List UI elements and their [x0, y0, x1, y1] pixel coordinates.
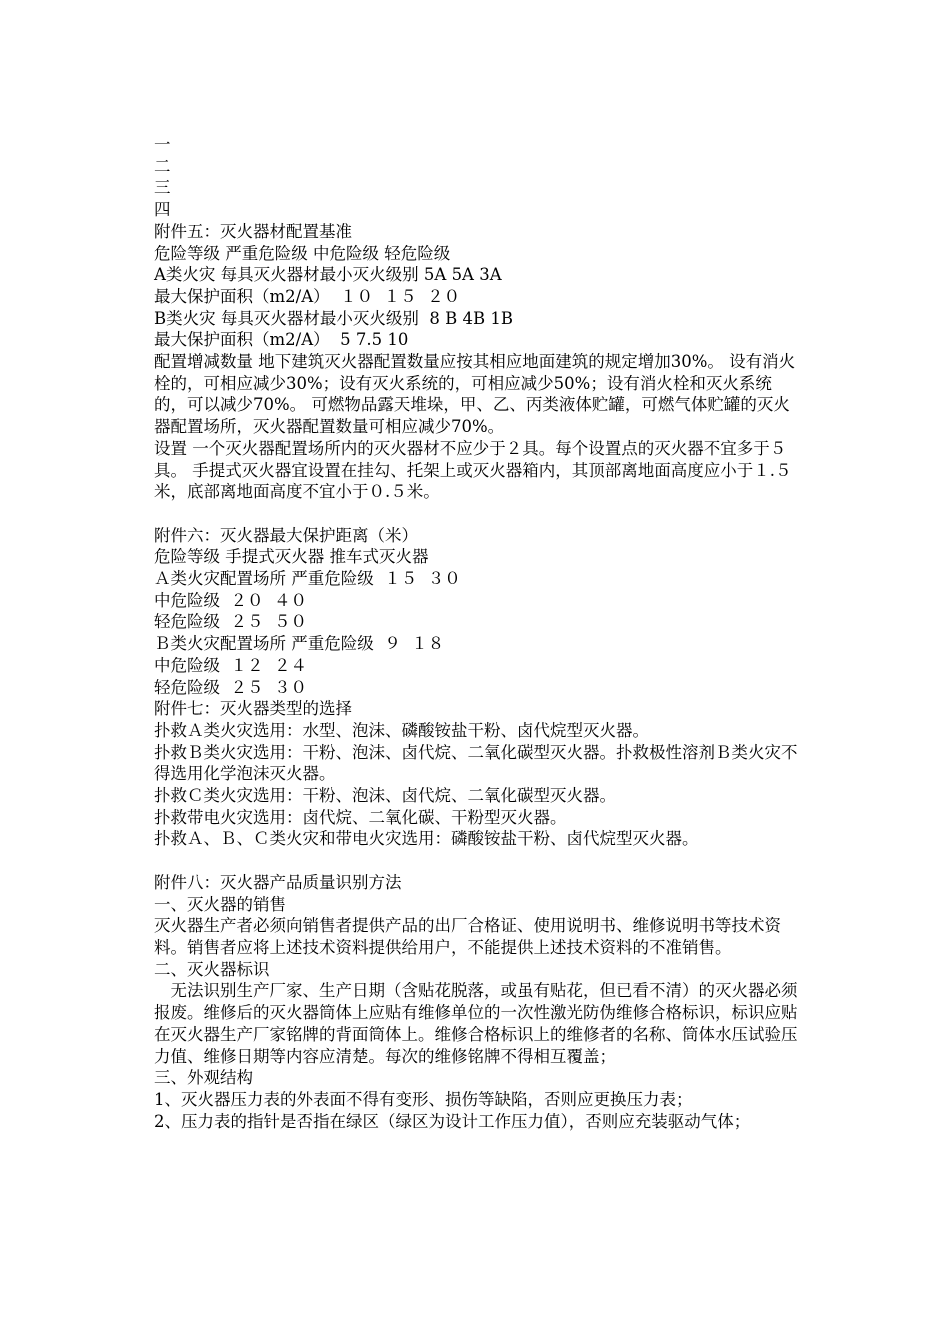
attachment8-section3-title: 三、外观结构 [154, 1068, 253, 1088]
attachment7-class-c: 扑救Ｃ类火灾选用：干粉、泡沫、卤代烷、二氧化碳型灭火器。 [154, 786, 616, 806]
attachment8-section2-title: 二、灭火器标识 [154, 959, 270, 979]
attachment6-row: Ｂ类火灾配置场所 严重危险级 ９ １８ [154, 634, 445, 654]
attachment5-title: 附件五：灭火器材配置基准 [154, 221, 352, 241]
attachment5-b-area: 最大保护面积（m2/A） 5 7.5 10 [154, 330, 409, 350]
attachment6-title: 附件六：灭火器最大保护距离（米） [154, 525, 418, 545]
attachment5-a-level: A类火灾 每具灭火器材最小灭火级别 5A 5A 3A [154, 265, 502, 285]
attachment8-section1-title: 一、灭火器的销售 [154, 894, 286, 914]
attachment6-header: 危险等级 手提式灭火器 推车式灭火器 [154, 547, 429, 567]
numeral-2: 二 [154, 156, 171, 176]
attachment6-row: Ａ类火灾配置场所 严重危险级 １５ ３０ [154, 569, 461, 589]
spacer [154, 503, 804, 525]
attachment7-electric: 扑救带电火灾选用：卤代烷、二氧化碳、干粉型灭火器。 [154, 807, 567, 827]
attachment6-row: 轻危险级 ２５ ３０ [154, 677, 307, 697]
numeral-3: 三 [154, 178, 171, 198]
attachment7-class-a: 扑救Ａ类火灾选用：水型、泡沫、磷酸铵盐干粉、卤代烷型灭火器。 [154, 720, 649, 740]
attachment7-title: 附件七：灭火器类型的选择 [154, 699, 352, 719]
attachment5-adjust-paragraph: 配置增减数量 地下建筑灭火器配置数量应按其相应地面建筑的规定增加30%。 设有消火栓的，可相应减少30%；设有灭火系统的，可相应减少50%；设有消火栓和灭火系统的，可以减少70%。 可燃物品露天堆垛，甲、乙、丙类液体贮罐，可燃气体贮罐的灭火器配置场所，灭火器配置数量可相应减少70%。 [154, 352, 796, 437]
attachment7-abc: 扑救Ａ、Ｂ、Ｃ类火灾和带电火灾选用：磷酸铵盐干粉、卤代烷型灭火器。 [154, 829, 699, 849]
attachment8-section2-text: 无法识别生产厂家、生产日期（含贴花脱落，或虽有贴花，但已看不清）的灭火器必须报废。维修后的灭火器筒体上应贴有维修单位的一次性激光防伪维修合格标识，标识应贴在灭火器生产厂家铭牌的背面筒体上。维修合格标识上的维修者的名称、筒体水压试验压力值、维修日期等内容应清楚。每次的维修铭牌不得相互覆盖； [154, 981, 798, 1066]
attachment5-b-level: B类火灾 每具灭火器材最小灭火级别 8 B 4B 1B [154, 308, 513, 328]
spacer [154, 850, 804, 872]
attachment5-setup-paragraph: 设置 一个灭火器配置场所内的灭火器材不应少于２具。每个设置点的灭火器不宜多于５具。 手提式灭火器宜设置在挂勾、托架上或灭火器箱内，其顶部离地面高度应小于１.５米，底部离地面高度不宜小于０.５米。 [154, 438, 792, 502]
attachment6-row: 中危险级 １２ ２４ [154, 655, 307, 675]
attachment6-row: 轻危险级 ２５ ５０ [154, 612, 307, 632]
attachment5-header: 危险等级 严重危险级 中危险级 轻危险级 [154, 243, 451, 263]
attachment8-section1-text: 灭火器生产者必须向销售者提供产品的出厂合格证、使用说明书、维修说明书等技术资料。销售者应将上述技术资料提供给用户，不能提供上述技术资料的不准销售。 [154, 916, 781, 957]
attachment8-section3-item1: 1、灭火器压力表的外表面不得有变形、损伤等缺陷，否则应更换压力表； [154, 1089, 693, 1109]
document-page [154, 134, 804, 1132]
attachment7-class-b: 扑救Ｂ类火灾选用：干粉、泡沫、卤代烷、二氧化碳型灭火器。扑救极性溶剂Ｂ类火灾不得选用化学泡沫灭火器。 [154, 742, 798, 784]
attachment8-section3-item2: 2、压力表的指针是否指在绿区（绿区为设计工作压力值），否则应充装驱动气体； [154, 1111, 751, 1131]
attachment5-a-area: 最大保护面积（m2/A） １０ １５ ２０ [154, 286, 461, 306]
numeral-1: 一 [154, 135, 171, 154]
attachment8-title: 附件八：灭火器产品质量识别方法 [154, 872, 402, 892]
numeral-4: 四 [154, 200, 171, 220]
attachment6-row: 中危险级 ２０ ４０ [154, 590, 307, 610]
